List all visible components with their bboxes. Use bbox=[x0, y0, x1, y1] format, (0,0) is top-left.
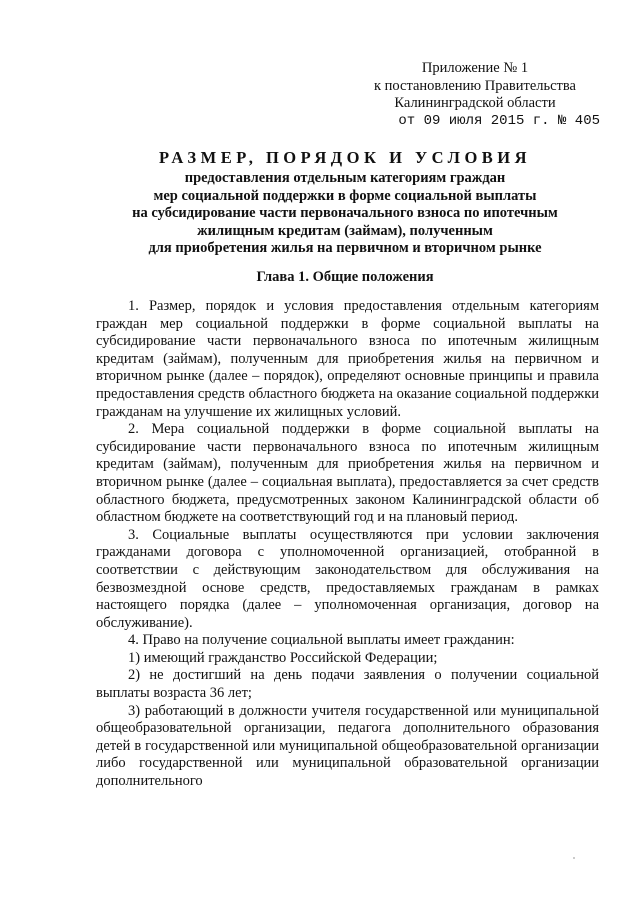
list-item-1: 1) имеющий гражданство Российской Федерации; bbox=[128, 649, 438, 666]
title-sub-line: мер социальной поддержки в форме социальной выплаты bbox=[153, 187, 537, 204]
appendix-resolution-ref: к постановлению Правительства bbox=[374, 77, 576, 94]
list-item-3: 3) работающий в должности учителя государственной или муниципальной общеобразовательной организации, педагога дополнительного образования детей в государственной или муниципальной общеобразовательной организации либо государственной или муниципальной образовательной организации дополнительного bbox=[96, 702, 599, 790]
document-title bbox=[80, 148, 610, 258]
title-sub-line: предоставления отдельным категориям граждан bbox=[184, 170, 506, 186]
paragraph-4: 4. Право на получение социальной выплаты имеет гражданин: bbox=[128, 632, 515, 649]
appendix-region: Калининградской области bbox=[394, 95, 556, 111]
list-item-2: 2) не достигший на день подачи заявления о получении социальной выплаты возраста 36 лет; bbox=[96, 667, 599, 702]
document-body bbox=[96, 298, 599, 791]
title-sub-line: для приобретения жилья на первичном и вторичном рынке bbox=[148, 240, 542, 256]
appendix-date-number: от 09 июля 2015 г. № 405 bbox=[398, 112, 600, 129]
appendix-header bbox=[350, 60, 600, 130]
paragraph-1: 1. Размер, порядок и условия предоставления отдельным категориям граждан мер социальной поддержки в форме социальной выплаты на субсидирование части первоначального взноса по ипотечным жилищным кредитам (займам), полученным для приобретения жилья на первичном и вторичном рынке (далее – порядок), определяют основные принципы и правила предоставления средств областного бюджета на оказание социальной поддержки гражданам на улучшение их жилищных условий. bbox=[96, 298, 599, 420]
scan-speck bbox=[573, 857, 575, 859]
title-sub-line: на субсидирование части первоначального взноса по ипотечным bbox=[132, 205, 558, 221]
title-sub-line: жилищным кредитам (займам), полученным bbox=[197, 222, 493, 239]
paragraph-2: 2. Мера социальной поддержки в форме социальной выплаты на субсидирование части первоначального взноса по ипотечным жилищным кредитам (займам), полученным для приобретения жилья на первичном и вторичном рынке (далее – социальная выплата), предоставляется за счет средств областного бюджета, предусмотренных законом Калининградской области об областном бюджете на соответствующий год и на плановый период. bbox=[96, 421, 599, 526]
appendix-number: Приложение № 1 bbox=[421, 60, 529, 76]
title-main: РАЗМЕР, ПОРЯДОК И УСЛОВИЯ bbox=[158, 148, 532, 167]
chapter-heading: Глава 1. Общие положения bbox=[256, 269, 434, 285]
paragraph-3: 3. Социальные выплаты осуществляются при условии заключения гражданами договора с уполномоченной организацией, отобранной в соответствии с действующим законодательством для обслуживания на безвозмездной основе средств, предоставляемых гражданам в рамках настоящего порядка (далее – уполномоченная организация, договор на обслуживание). bbox=[96, 526, 599, 631]
